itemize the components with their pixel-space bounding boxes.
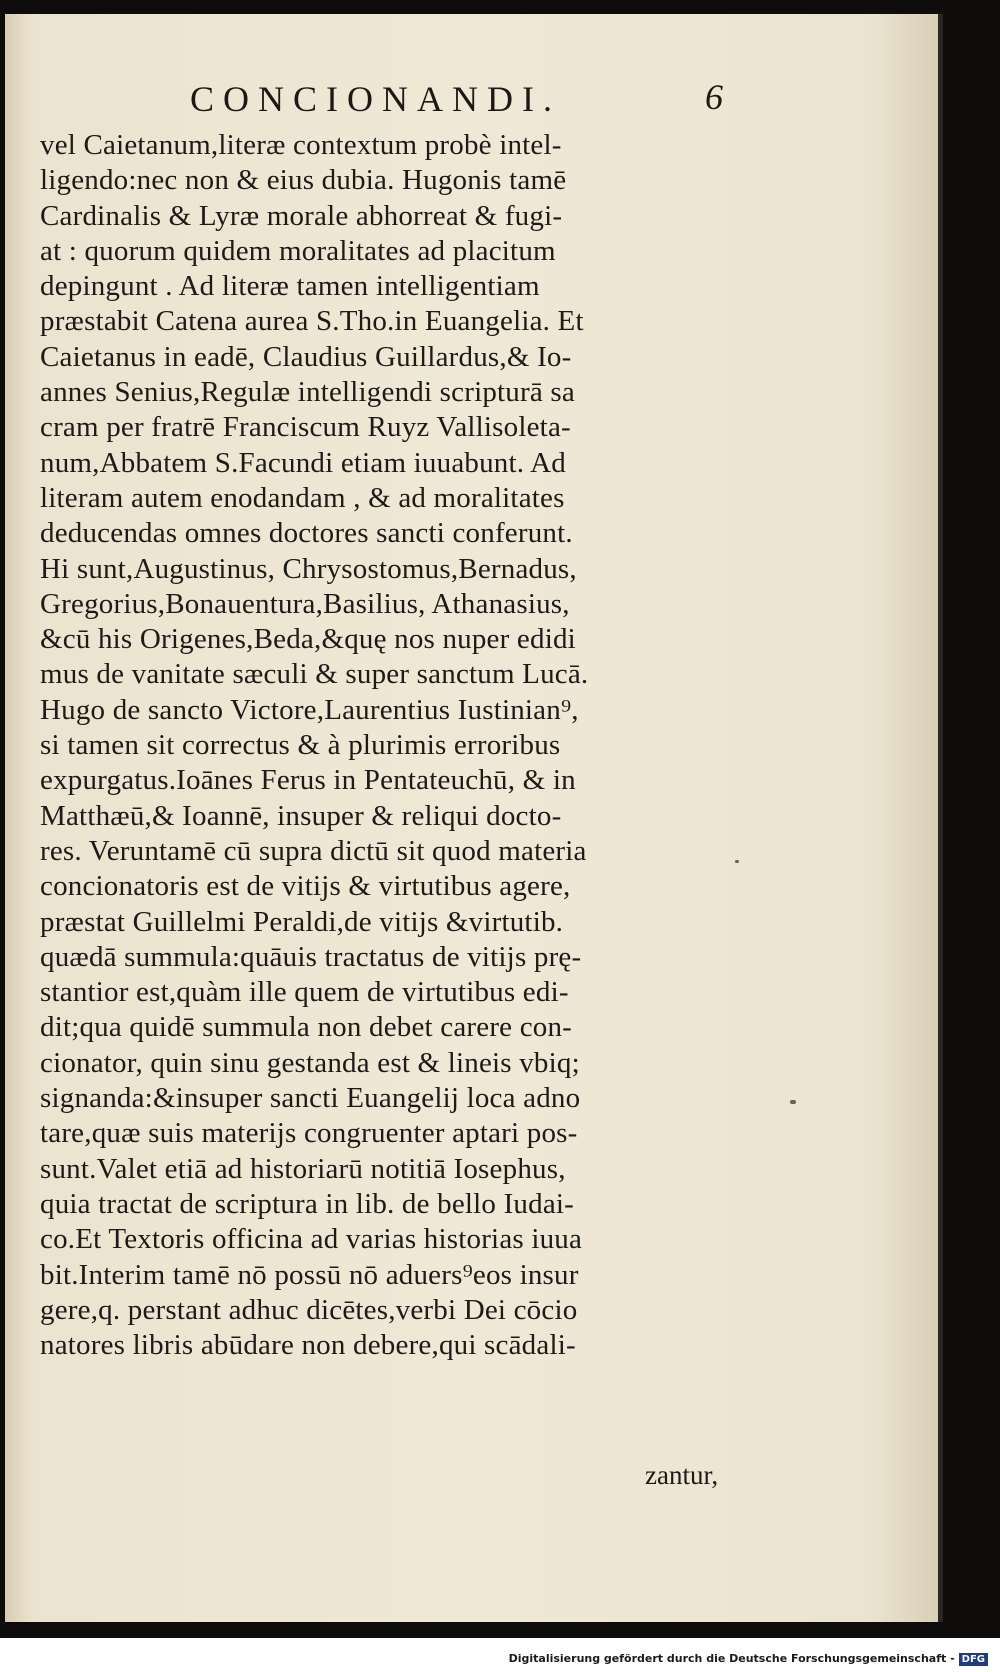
digitization-credit xyxy=(509,1652,988,1666)
text-line: mus de vanitate sæculi & super sanctum Lucā. xyxy=(40,658,589,691)
text-line: literam autem enodandam , & ad moralitates xyxy=(40,481,565,514)
text-line: præstat Guillelmi Peraldi,de vitijs &virtutib. xyxy=(40,905,564,938)
credit-text: Digitalisierung gefördert durch die Deutsche Forschungsgemeinschaft - xyxy=(508,1652,955,1665)
text-line: concionatoris est de vitijs & virtutibus agere, xyxy=(40,870,571,903)
text-line: Hugo de sancto Victore,Laurentius Iustinian⁹, xyxy=(40,693,579,726)
page-number: 6 xyxy=(705,77,723,117)
text-line: tare,quæ suis materijs congruenter aptari pos- xyxy=(40,1117,578,1150)
running-title: CONCIONANDI. xyxy=(190,79,561,119)
text-line: at : quorum quidem moralitates ad placitum xyxy=(40,234,556,267)
text-line: Cardinalis & Lyræ morale abhorreat & fugi- xyxy=(40,199,563,232)
text-line: signanda:&insuper sancti Euangelij loca adno xyxy=(40,1082,581,1115)
text-line: cram per fratrē Franciscum Ruyz Vallisoleta- xyxy=(40,411,571,444)
text-line: co.Et Textoris officina ad varias historias iuua xyxy=(40,1223,583,1256)
dfg-logo: DFG xyxy=(959,1653,988,1666)
paper-speck xyxy=(735,860,739,863)
scan-margin xyxy=(943,0,1000,1638)
text-line: deducendas omnes doctores sancti conferunt. xyxy=(40,517,573,550)
text-line: Gregorius,Bonauentura,Basilius, Athanasius, xyxy=(40,587,570,620)
text-line: vel Caietanum,literæ contextum probè intel- xyxy=(40,129,562,161)
text-line: Matthæū,& Ioannē, insuper & reliqui docto- xyxy=(40,799,562,832)
text-line: dit;qua quidē summula non debet carere con- xyxy=(40,1011,573,1044)
text-line: sunt.Valet etiā ad historiarū notitiā Iosephus, xyxy=(40,1152,566,1185)
text-line: natores libris abūdare non debere,qui scādali- xyxy=(40,1329,576,1362)
text-line: bit.Interim tamē nō possū nō aduers⁹eos insur xyxy=(40,1258,579,1291)
text-line: ligendo:nec non & eius dubia. Hugonis tamē xyxy=(40,164,567,197)
text-line: si tamen sit correctus & à plurimis erroribus xyxy=(40,729,561,762)
text-line: annes Senius,Regulæ intelligendi scripturā sa xyxy=(40,376,575,409)
text-line: cionator, quin sinu gestanda est & lineis vbiq; xyxy=(40,1046,580,1079)
text-line: res. Veruntamē cū supra dictū sit quod materia xyxy=(40,834,587,867)
catchword: zantur, xyxy=(645,1460,719,1490)
text-line: gere,q. perstant adhuc dicētes,verbi Dei cōcio xyxy=(40,1293,578,1326)
text-line: præstabit Catena aurea S.Tho.in Euangelia. Et xyxy=(40,305,584,338)
text-line: num,Abbatem S.Facundi etiam iuuabunt. Ad xyxy=(40,446,566,479)
text-line: expurgatus.Ioānes Ferus in Pentateuchū, & in xyxy=(40,764,576,797)
text-line: Hi sunt,Augustinus, Chrysostomus,Bernadus, xyxy=(40,552,577,585)
text-line: quædā summula:quāuis tractatus de vitijs prę- xyxy=(40,940,582,973)
body-text xyxy=(40,128,740,1363)
text-line: depingunt . Ad literæ tamen intelligentiam xyxy=(40,270,540,303)
text-line: quia tractat de scriptura in lib. de bello Iudai- xyxy=(40,1187,575,1220)
text-line: Caietanus in eadē, Claudius Guillardus,& Io- xyxy=(40,340,572,373)
paper-speck xyxy=(790,1100,796,1104)
text-line: stantior est,quàm ille quem de virtutibus edi- xyxy=(40,976,569,1009)
text-line: &cū his Origenes,Beda,&quę nos nuper edidi xyxy=(40,623,576,656)
